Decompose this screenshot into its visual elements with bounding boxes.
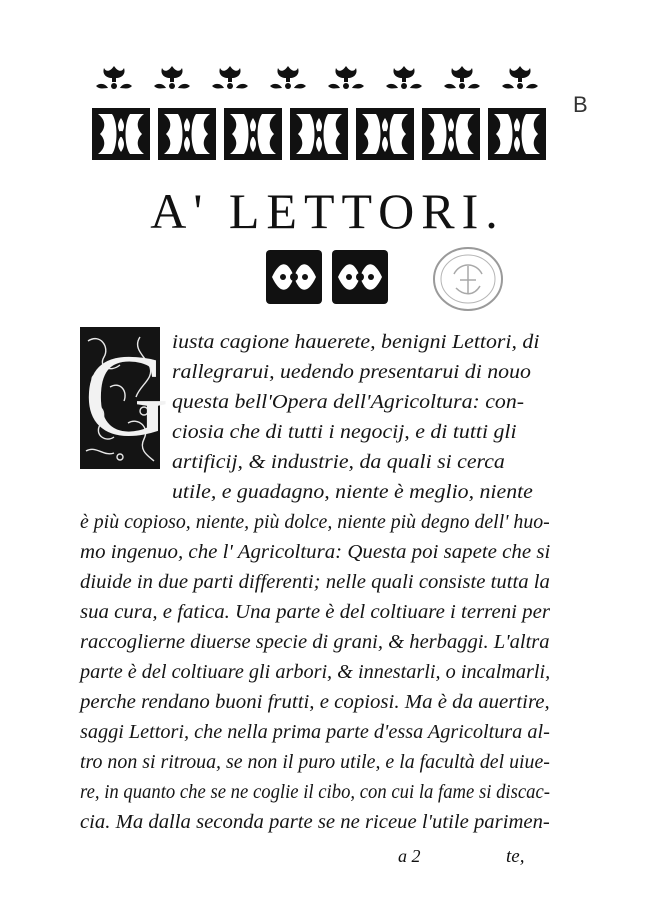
catchword: te, [506, 846, 525, 867]
text-line: questa bell'Opera dell'Agricoltura: con- [172, 392, 525, 413]
text-line: ciosia che di tutti i negocij, e di tutti gli [172, 422, 517, 443]
decorated-initial [80, 327, 170, 469]
page-title: A' LETTORI. [150, 183, 505, 239]
fleuron-headpiece [90, 62, 552, 164]
text-line: iusta cagione hauerete, benigni Lettori, di [172, 332, 540, 353]
text-line: artificij, & industrie, da quali si cerca [172, 452, 505, 473]
text-line: re, in quanto che se ne coglie il cibo, con cui la fame si discac- [80, 782, 550, 803]
text-line: sua cura, e fatica. Una parte è del coltiuare i terreni per [80, 602, 550, 623]
margin-mark: B [573, 92, 588, 117]
text-line: tro non si ritroua, se non il puro utile, e la facultà del uiue- [80, 752, 550, 773]
text-line: saggi Lettori, che nella prima parte d'essa Agricoltura al- [80, 722, 550, 743]
text-line: perche rendano buoni frutti, e copiosi. Ma è da auertire, [80, 692, 550, 713]
initial-letter: G [84, 330, 170, 461]
text-line: è più copioso, niente, più dolce, niente più degno dell' huo- [80, 512, 550, 533]
text-line: rallegrarui, uedendo presentarui di nouo [172, 362, 531, 383]
text-line: utile, e guadagno, niente è meglio, niente [172, 482, 533, 503]
fleuron-ornament [262, 246, 392, 308]
text-line: cia. Ma dalla seconda parte se ne riceue l'utile parimen- [80, 812, 550, 833]
text-line: mo ingenuo, che l' Agricoltura: Questa poi sapete che si [80, 542, 551, 563]
text-line: parte è del coltiuare gli arbori, & innestarli, o incalmarli, [80, 662, 551, 683]
text-line: raccoglierne diuerse specie di grani, & herbaggi. L'altra [80, 632, 550, 653]
library-stamp [430, 244, 506, 314]
text-line: diuide in due parti differenti; nelle quali consiste tutta la [80, 572, 550, 593]
signature-mark: a 2 [398, 846, 421, 866]
